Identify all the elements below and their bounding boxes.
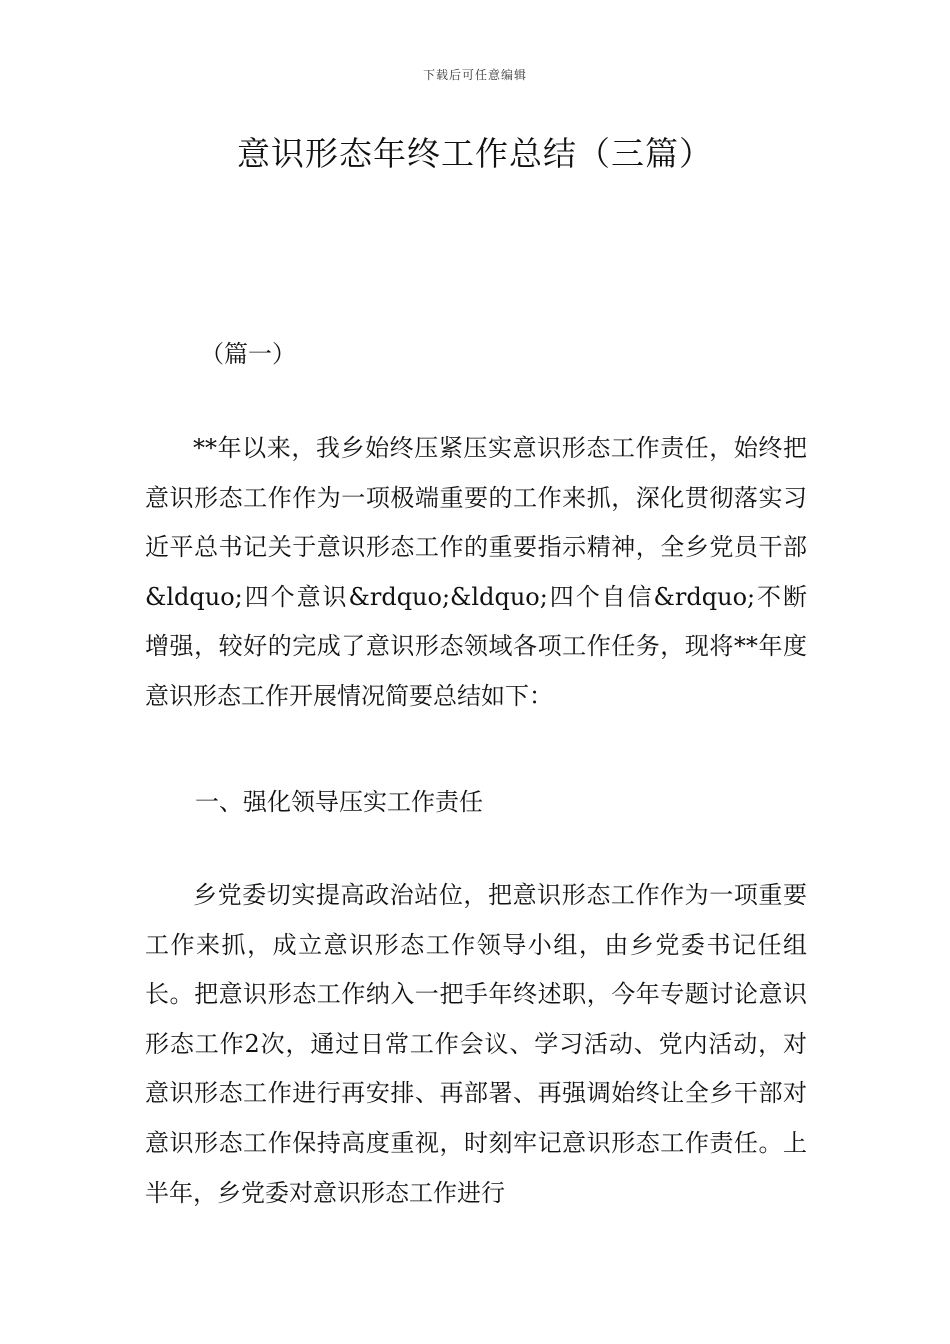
intro-paragraph: **年以来，我乡始终压紧压实意识形态工作责任，始终把意识形态工作作为一项极端重要的工作来抓，深化贯彻落实习近平总书记关于意识形态工作的重要指示精神，全乡党员干部&ldquo;四个意识&rdquo;&ldquo;四个自信&rdquo;不断增强，较好的完成了意识形态领域各项工作任务，现将**年度意识形态工作开展情况简要总结如下： — [145, 434, 807, 710]
header-note: 下载后可任意编辑 — [422, 68, 527, 82]
section-heading-1: 一、强化领导压实工作责任 — [195, 788, 483, 816]
section-label: （篇一） — [200, 340, 296, 368]
document-title: 意识形态年终工作总结（三篇） — [237, 134, 713, 173]
body-paragraph-1: 乡党委切实提高政治站位，把意识形态工作作为一项重要工作来抓，成立意识形态工作领导小组，由乡党委书记任组长。把意识形态工作纳入一把手年终述职，今年专题讨论意识形态工作2次，通过日常工作会议、学习活动、党内活动，对意识形态工作进行再安排、再部署、再强调始终让全乡干部对意识形态工作保持高度重视，时刻牢记意识形态工作责任。上半年，乡党委对意识形态工作进行 — [145, 881, 807, 1207]
